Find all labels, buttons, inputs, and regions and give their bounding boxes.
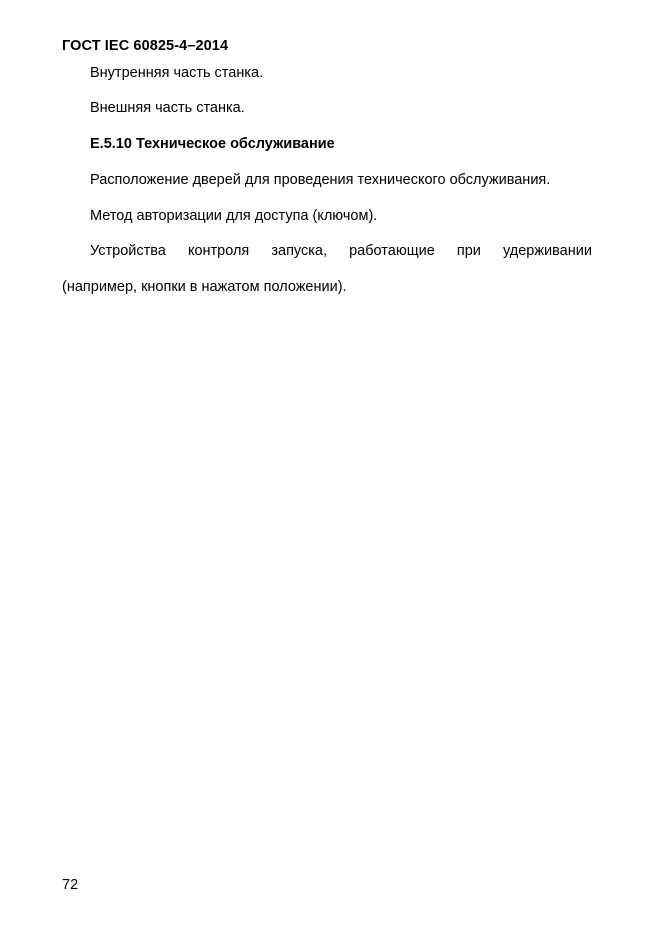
- page-number: 72: [62, 877, 79, 893]
- paragraph-door-location: Расположение дверей для проведения технического обслуживания.: [90, 172, 551, 188]
- paragraph-word: удерживании: [502, 243, 592, 259]
- paragraph-word: работающие: [349, 243, 435, 259]
- paragraph-outer-part: Внешняя часть станка.: [90, 100, 245, 116]
- paragraph-start-control-devices: [90, 242, 592, 260]
- paragraph-word: запуска,: [271, 243, 328, 259]
- paragraph-authorization-method: Метод авторизации для доступа (ключом).: [90, 208, 378, 224]
- document-header: ГОСТ IEC 60825-4–2014: [62, 38, 229, 54]
- paragraph-inner-part: Внутренняя часть станка.: [90, 65, 264, 81]
- section-heading: E.5.10 Техническое обслуживание: [90, 136, 335, 152]
- paragraph-continuation: (например, кнопки в нажатом положении).: [62, 279, 347, 295]
- paragraph-word: Устройства: [90, 243, 166, 259]
- paragraph-word: контроля: [187, 243, 250, 259]
- paragraph-word: при: [456, 243, 481, 259]
